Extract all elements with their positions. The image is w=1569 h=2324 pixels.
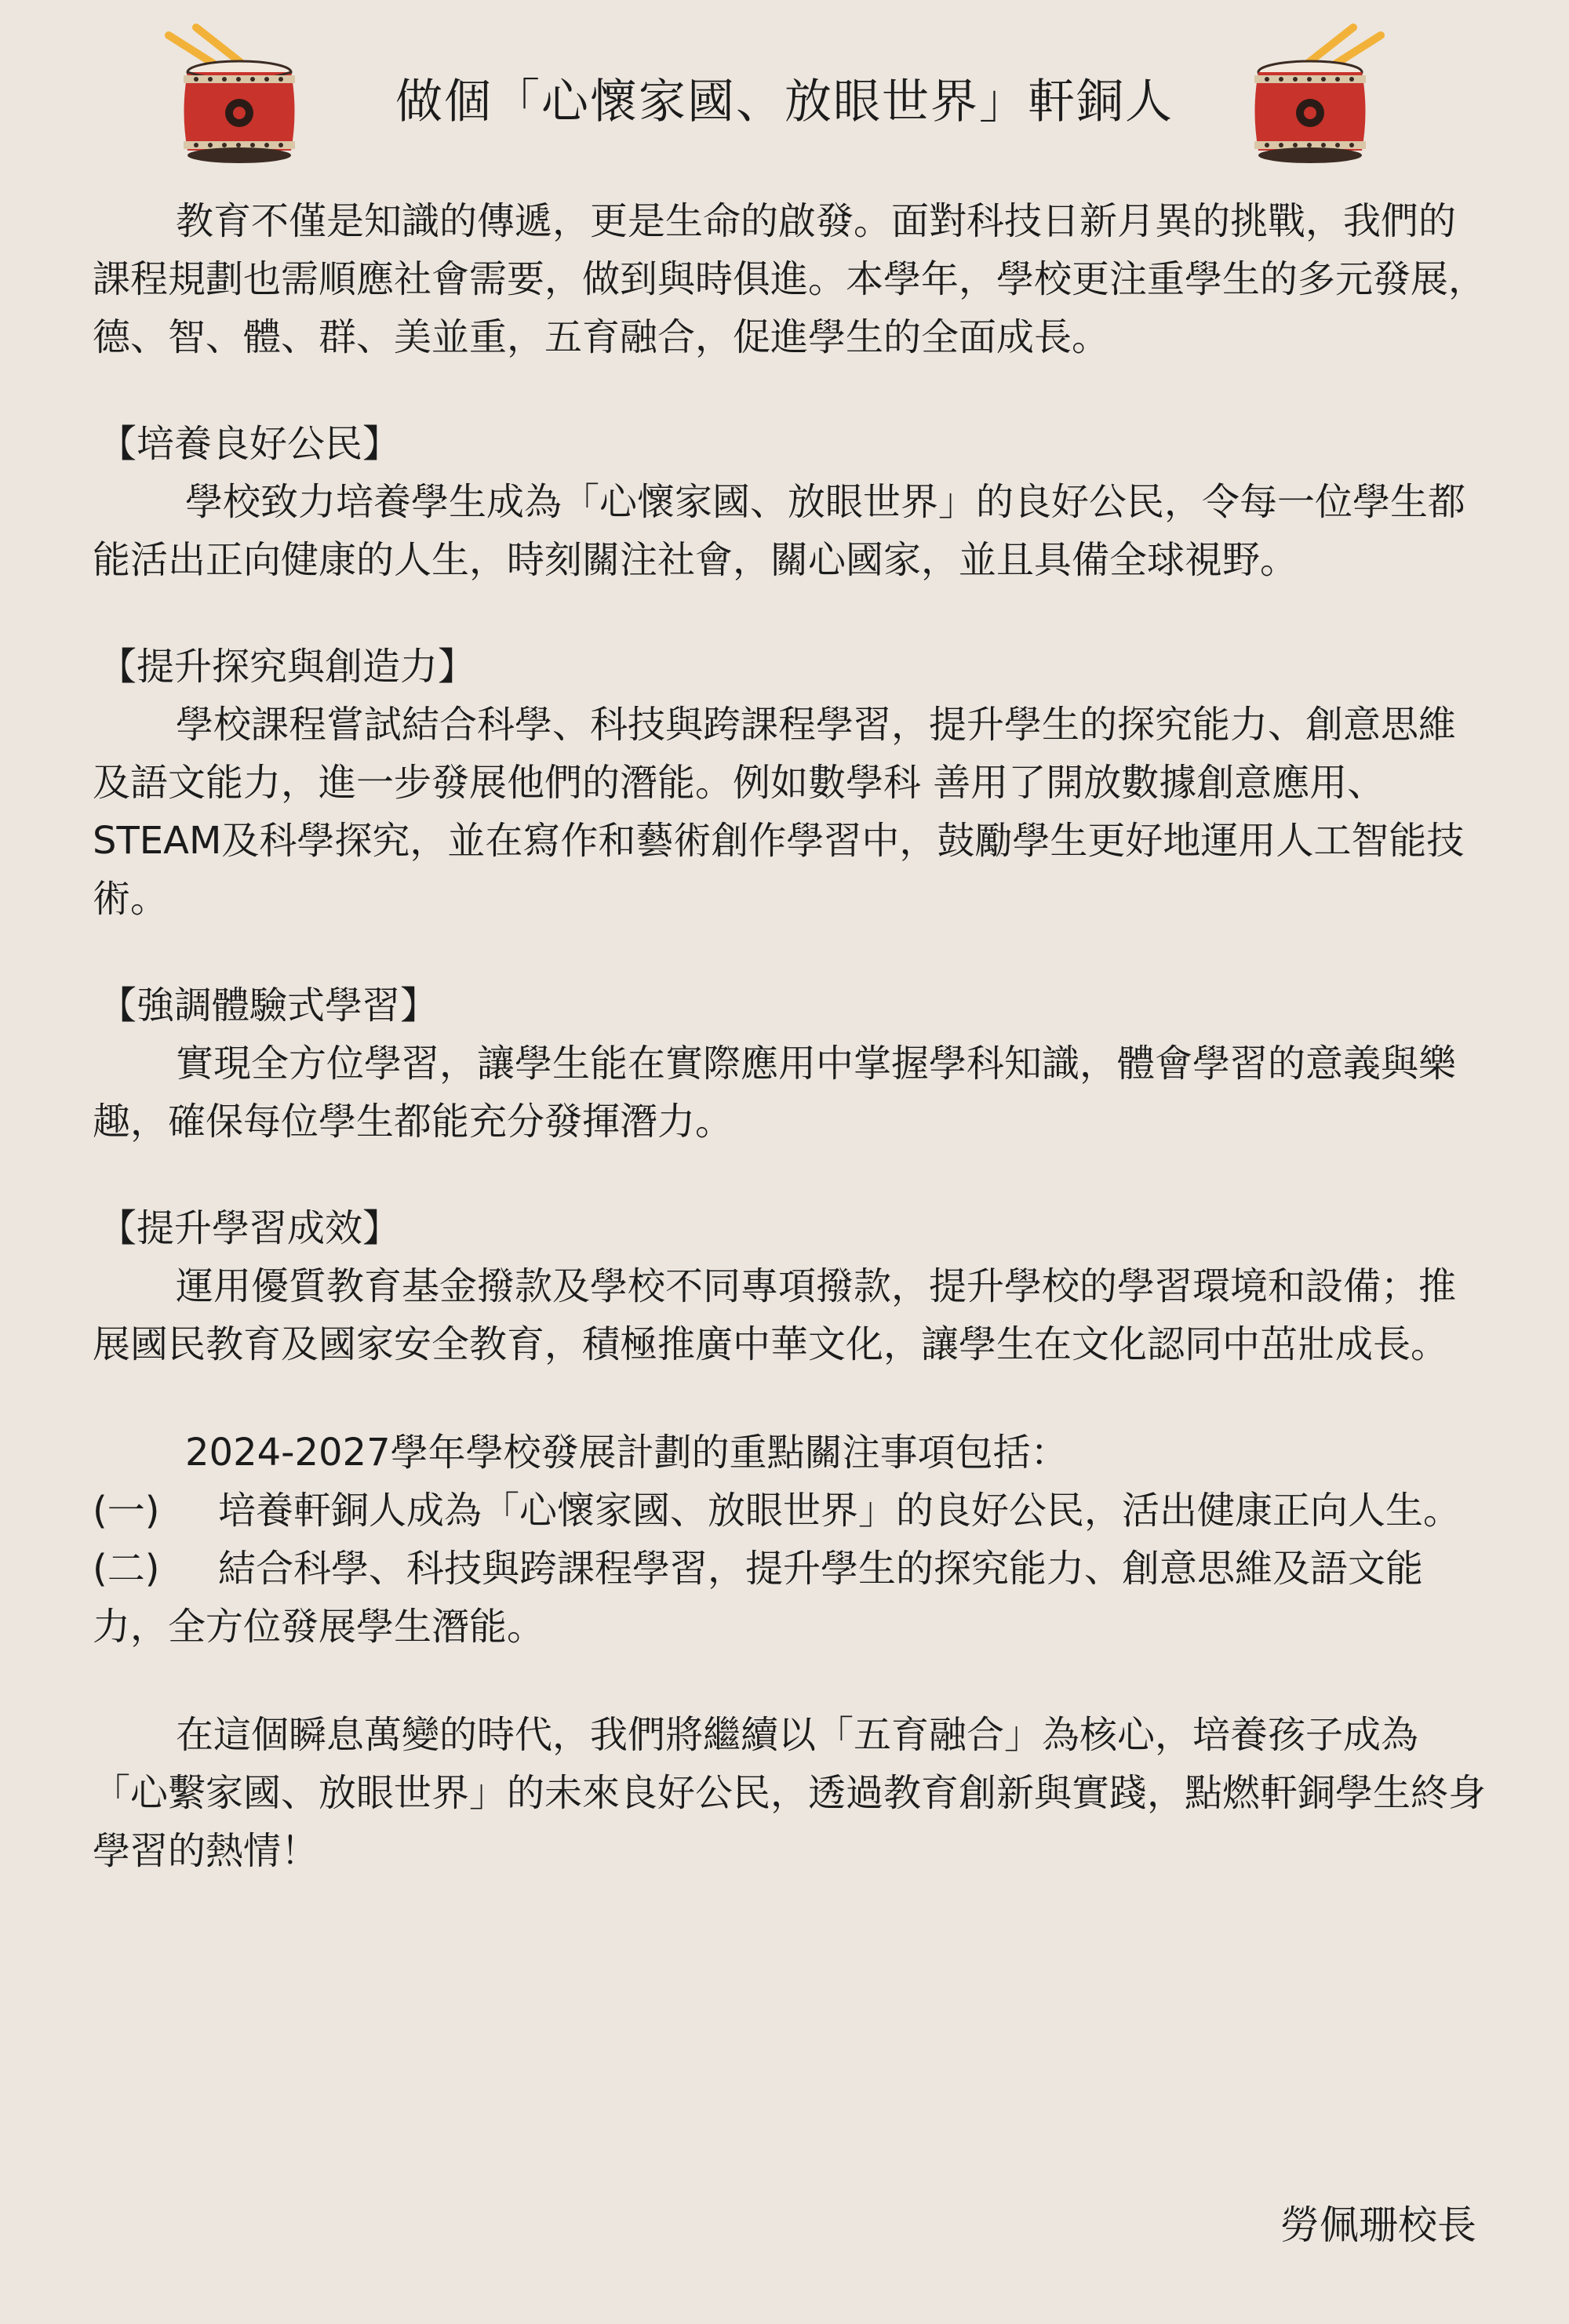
plan-item — [93, 1482, 1489, 1540]
plan-intro: 2024-2027學年學校發展計劃的重點關注事項包括： — [185, 1431, 1068, 1475]
plan-item-text: 培養軒銅人成為「心懷家國、放眼世界」的良好公民，活出健康正向人生。 — [218, 1489, 1462, 1533]
section-heading: 【提升探究與創造力】 — [99, 645, 476, 689]
section-heading: 【強調體驗式學習】 — [99, 984, 439, 1027]
section-paragraph: 運用優質教育基金撥款及學校不同專項撥款，提升學校的學習環境和設備；推展國民教育及國家安全教育，積極推廣中華文化，讓學生在文化認同中茁壯成長。 — [93, 1264, 1457, 1366]
section-paragraph: 學校致力培養學生成為「心懷家國、放眼世界」的良好公民，令每一位學生都能活出正向健康的人生，時刻關注社會，關心國家，並且具備全球視野。 — [93, 480, 1466, 582]
drum-icon — [1236, 24, 1385, 173]
plan-item-number: (一) — [93, 1489, 160, 1533]
section-heading: 【提升學習成效】 — [99, 1206, 401, 1250]
section-paragraph: 學校課程嘗試結合科學、科技與跨課程學習，提升學生的探究能力、創意思維及語文能力，進一步發展他們的潛能。例如數學科 善用了開放數據創意應用、STEAM及科學探究，並在寫作和藝術創作學習中，鼓勵學生更好地運用人工智能技術。 — [93, 703, 1465, 921]
section-paragraph: 實現全方位學習，讓學生能在實際應用中掌握學科知識，體會學習的意義與樂趣，確保每位學生都能充分發揮潛力。 — [93, 1042, 1457, 1144]
drum-icon — [165, 24, 314, 173]
plan-item-number: (二) — [93, 1547, 160, 1591]
signature: 勞佩珊校長 — [1280, 2202, 1476, 2248]
intro-paragraph: 教育不僅是知識的傳遞，更是生命的啟發。面對科技日新月異的挑戰，我們的課程規劃也需順應社會需要，做到與時俱進。本學年，學校更注重學生的多元發展，德、智、體、群、美並重，五育融合，促進學生的全面成長。 — [93, 199, 1487, 359]
closing-paragraph: 在這個瞬息萬變的時代，我們將繼續以「五育融合」為核心，培養孩子成為「心繫家國、放眼世界」的未來良好公民，透過教育創新與實踐，點燃軒銅學生終身學習的熱情！ — [93, 1713, 1487, 1873]
message-body — [93, 192, 1489, 1880]
section-heading: 【培養良好公民】 — [99, 422, 401, 466]
page-title: 做個「心懷家國、放眼世界」軒銅人 — [395, 75, 1174, 129]
plan-item — [93, 1540, 1489, 1656]
plan-item-text: 結合科學、科技與跨課程學習，提升學生的探究能力、創意思維及語文能力，全方位發展學生潛能。 — [93, 1547, 1424, 1649]
